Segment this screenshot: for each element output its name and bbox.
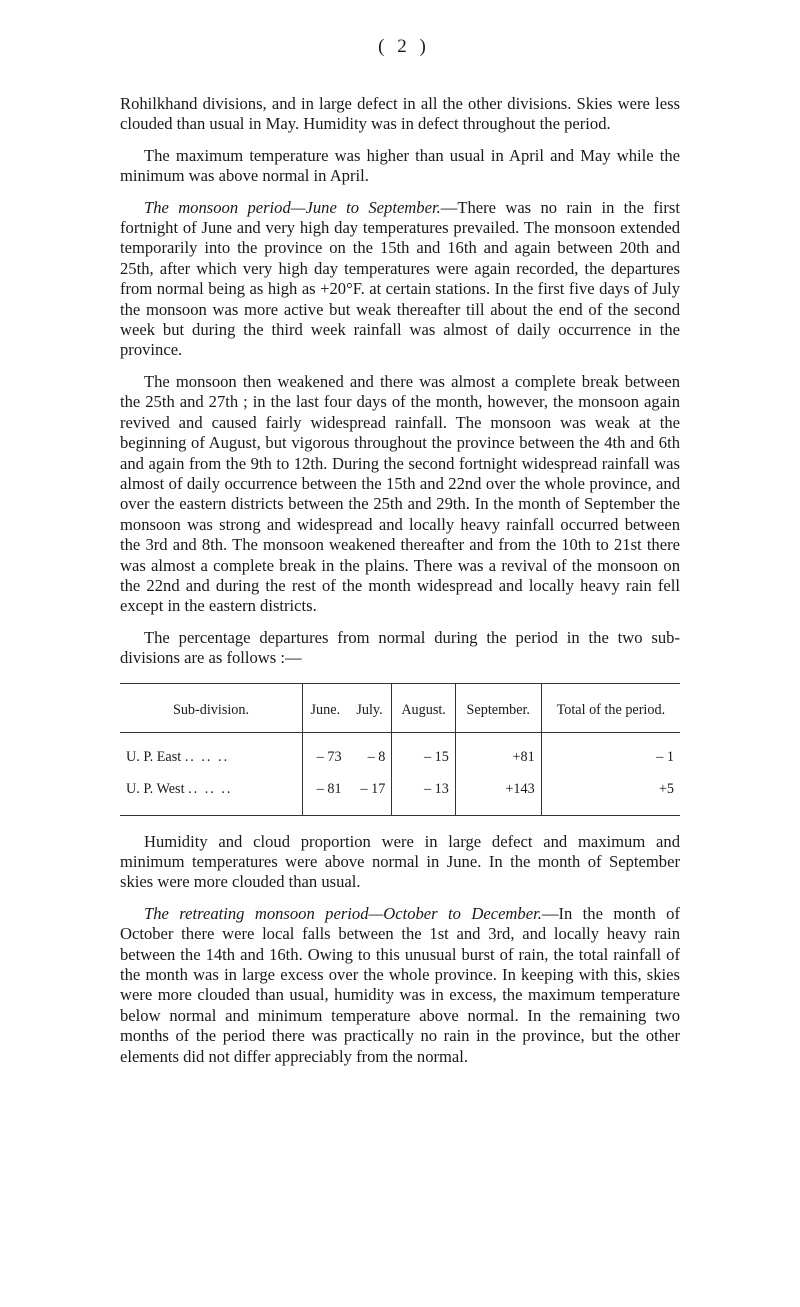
paragraph-departures-intro: The percentage departures from normal during the period in the two sub-divisions are as follows :—: [120, 627, 680, 668]
cell-september: +81: [455, 732, 541, 774]
header-june: June.: [303, 683, 348, 732]
cell-august: – 15: [392, 732, 455, 774]
paragraph-retreating-body: —In the month of October there were local falls between the 1st and 3rd, and locally heavy rain between the 14th and 16th. Owing to this unusual burst of rain, the total rainfall of the month was in large excess over the whole province. In keeping with this, skies were more clouded than usual, humidity was in excess, the maximum temperature below normal and minimum temperature above normal. In the remaining two months of the period there was practically no rain in the province, but the other elements did not differ appreciably from the normal.: [120, 903, 680, 1066]
paragraph-humidity-june: Humidity and cloud proportion were in large defect and maximum and minimum temperatures were above normal in June. In the month of September skies were more clouded than usual.: [120, 831, 680, 892]
cell-july: – 17: [360, 781, 386, 798]
section-heading-monsoon: The monsoon period—June to September.: [144, 197, 441, 217]
cell-july: – 8: [367, 749, 386, 766]
header-total: Total of the period.: [541, 683, 680, 732]
paragraph-monsoon-period: [120, 198, 680, 361]
page-number: ( 2 ): [378, 36, 430, 57]
document-page: [120, 36, 680, 1078]
paragraph-retreating-monsoon: [120, 904, 680, 1067]
paragraph-rohilkhand: Rohilkhand divisions, and in large defect in all the other divisions. Skies were less clouded than usual in May. Humidity was in defect throughout the period.: [120, 94, 680, 134]
header-september: September.: [455, 683, 541, 732]
paragraph-monsoon-weakened: The monsoon then weakened and there was almost a complete break between the 25th and 27th ; in the last four days of the month, however, the monsoon again revived and caused fairly widespread rainfall. The monsoon was weak at the beginning of August, but vigorous throughout the province between the 4th and 6th and again from the 9th to 12th. During the second fortnight widespread rainfall was almost of daily occurrence between the 15th and 22nd over the whole province, and over the eastern districts between the 25th and 29th. In the month of September the monsoon was strong and widespread and locally heavy rainfall occurred between the 3rd and 8th. The monsoon weakened thereafter and from the 10th to 21st there was almost a complete break in the plains. There was a revival of the monsoon on the 22nd and during the rest of the month widespread and locally heavy rain fell except in the eastern districts.: [120, 371, 680, 616]
header-august: August.: [392, 683, 455, 732]
table-row: [120, 774, 680, 816]
paragraph-temperature: The maximum temperature was higher than usual in April and May while the minimum was above normal in April.: [120, 145, 680, 186]
row-sub-division: [120, 732, 303, 774]
table-header-row: [120, 683, 680, 732]
cell-june: – 81: [303, 774, 348, 816]
header-july: July.: [348, 683, 392, 732]
header-sub-division: Sub-division.: [120, 683, 303, 732]
table-row: [120, 732, 680, 774]
cell-total: +5: [541, 774, 680, 816]
cell-august: – 13: [392, 774, 455, 816]
cell-total: – 1: [541, 732, 680, 774]
row-name: U. P. West: [126, 781, 185, 798]
row-sub-division: [120, 774, 303, 816]
cell-june: – 73: [303, 732, 348, 774]
row-leader-dots: .. .. ..: [184, 749, 230, 766]
row-leader-dots: .. .. ..: [188, 781, 233, 798]
departures-table: [120, 683, 680, 816]
paragraph-monsoon-body: —There was no rain in the first fortnight of June and very high day temperatures prevailed. The monsoon extended temporarily into the province on the 15th and 16th and again between 20th and 25th, after which very high day temperatures were again recorded, the departures from normal being as high as +20°F. at certain stations. In the first five days of July the monsoon was more active but weak thereafter till about the end of the second week but during the third week rainfall was almost of daily occurrence in the province.: [120, 197, 680, 360]
cell-september: +143: [455, 774, 541, 816]
row-name: U. P. East: [126, 749, 182, 766]
section-heading-retreating: The retreating monsoon period—October to December.: [144, 903, 542, 923]
